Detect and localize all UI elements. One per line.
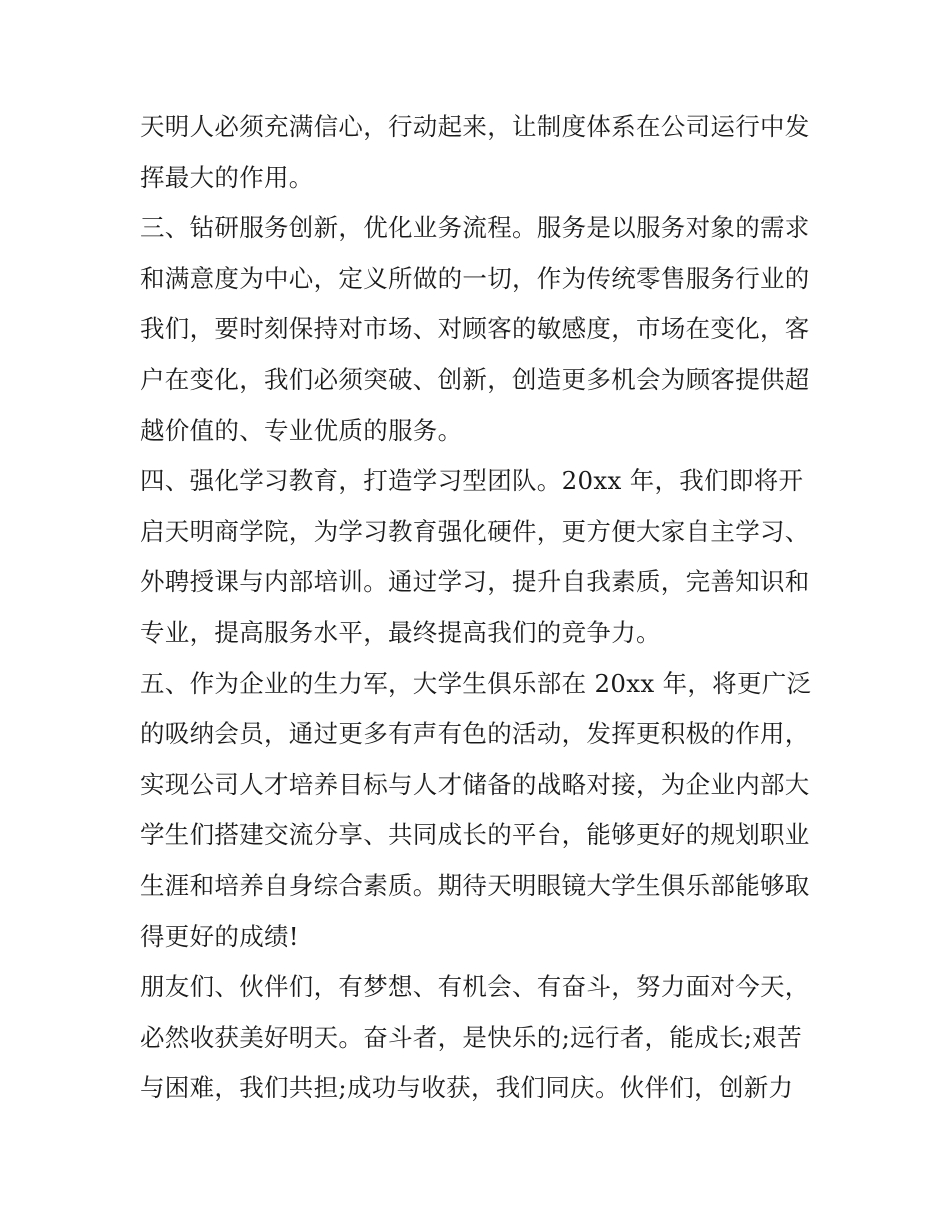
text-line: 户在变化，我们必须突破、创新，创造更多机会为顾客提供超: [140, 364, 810, 394]
text-line: 外聘授课与内部培训。通过学习，提升自我素质，完善知识和: [140, 567, 810, 597]
document-body: [140, 102, 820, 1114]
text-line: 生涯和培养自身综合素质。期待天明眼镜大学生俱乐部能够取: [140, 870, 810, 900]
text-line: 天明人必须充满信心，行动起来，让制度体系在公司运行中发: [140, 112, 810, 141]
text-line: 和满意度为中心，定义所做的一切，作为传统零售服务行业的: [140, 263, 810, 293]
text-line: 专业，提高服务水平，最终提高我们的竞争力。: [140, 617, 661, 647]
paragraph-5: [140, 962, 820, 1114]
text-line: 的吸纳会员，通过更多有声有色的活动，发挥更积极的作用，: [140, 719, 810, 749]
text-line: 我们，要时刻保持对市场、对顾客的敏感度，市场在变化，客: [140, 314, 810, 344]
text-line: 得更好的成绩!: [140, 921, 299, 951]
text-line: 启天明商学院，为学习教育强化硬件，更方便大家自主学习、: [140, 516, 810, 546]
text-line: 越价值的、专业优质的服务。: [140, 415, 463, 445]
paragraph-1: [140, 102, 820, 203]
paragraph-4: [140, 659, 820, 963]
paragraph-2: [140, 203, 820, 456]
text-line: 与困难，我们共担;成功与收获，我们同庆。伙伴们，创新力: [140, 1073, 794, 1103]
text-line: 朋友们、伙伴们，有梦想、有机会、有奋斗，努力面对今天，: [140, 972, 810, 1002]
text-line: 五、作为企业的生力军，大学生俱乐部在 20xx 年，将更广泛: [140, 668, 812, 698]
text-line: 三、钻研服务创新，优化业务流程。服务是以服务对象的需求: [140, 213, 810, 243]
text-line: 实现公司人才培养目标与人才储备的战略对接，为企业内部大: [140, 769, 810, 799]
text-line: 四、强化学习教育，打造学习型团队。20xx 年，我们即将开: [140, 466, 804, 496]
text-line: 挥最大的作用。: [140, 162, 314, 192]
text-line: 学生们搭建交流分享、共同成长的平台，能够更好的规划职业: [140, 820, 810, 850]
paragraph-3: [140, 456, 820, 658]
text-line: 必然收获美好明天。奋斗者，是快乐的;远行者，能成长;艰苦: [140, 1022, 802, 1052]
